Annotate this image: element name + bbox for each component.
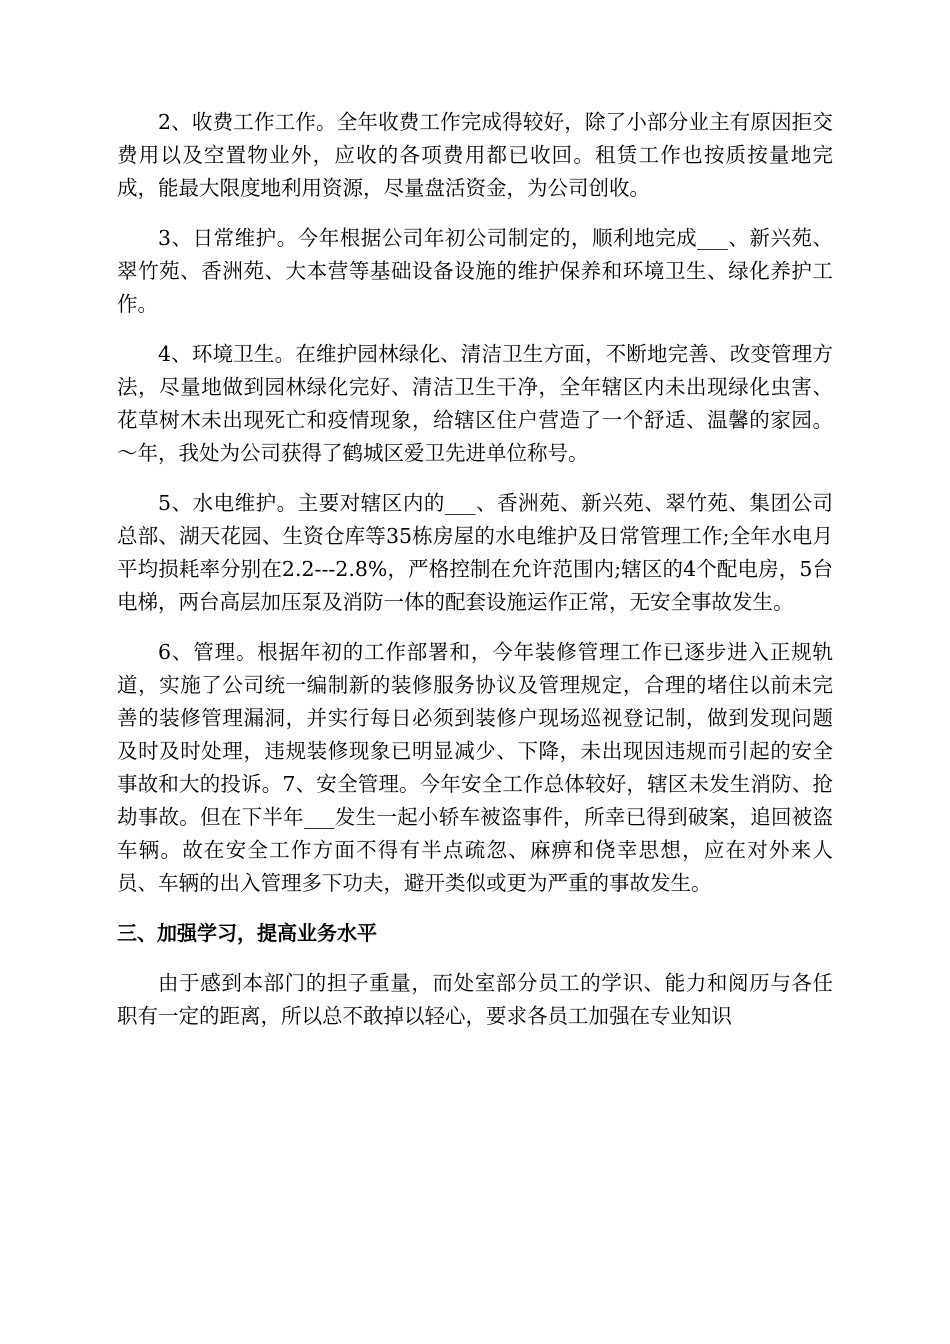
- paragraph-utility-maintenance: 5、水电维护。主要对辖区内的___、香洲苑、新兴苑、翠竹苑、集团公司总部、湖天花园、生资仓库等35栋房屋的水电维护及日常管理工作;全年水电月平均损耗率分别在2.2---2.8%，严格控制在允许范围内;辖区的4个配电房，5台电梯，两台高层加压泵及消防一体的配套设施运作正常，无安全事故发生。: [117, 491, 833, 614]
- paragraph-learning: 由于感到本部门的担子重量，而处室部分员工的学识、能力和阅历与各任职有一定的距离，所以总不敢掉以轻心，要求各员工加强在专业知识: [117, 971, 833, 1028]
- document-body: [117, 106, 833, 1050]
- paragraph-fee-collection: 2、收费工作工作。全年收费工作完成得较好，除了小部分业主有原因拒交费用以及空置物业外，应收的各项费用都已收回。租赁工作也按质按量地完成，能最大限度地利用资源，尽量盘活资金，为公司创收。: [117, 110, 833, 200]
- paragraph-renovation-and-safety: 6、管理。根据年初的工作部署和，今年装修管理工作已逐步进入正规轨道，实施了公司统一编制新的装修服务协议及管理规定，合理的堵住以前未完善的装修管理漏洞，并实行每日必须到装修户现场巡视登记制，做到发现问题及时及时处理，违规装修现象已明显减少、下降，未出现因违规而引起的安全事故和大的投诉。7、安全管理。今年安全工作总体较好，辖区未发生消防、抢劫事故。但在下半年___发生一起小轿车被盗事件，所幸已得到破案，追回被盗车辆。故在安全工作方面不得有半点疏忽、麻痹和侥幸思想，应在对外来人员、车辆的出入管理多下功夫，避开类似或更为严重的事故发生。: [117, 640, 833, 895]
- section-heading: 三、加强学习，提高业务水平: [117, 921, 377, 945]
- paragraph-daily-maintenance: 3、日常维护。今年根据公司年初公司制定的，顺利地完成___、新兴苑、翠竹苑、香洲苑、大本营等基础设备设施的维护保养和环境卫生、绿化养护工作。: [117, 226, 833, 316]
- paragraph-environmental-sanitation: 4、环境卫生。在维护园林绿化、清洁卫生方面，不断地完善、改变管理方法，尽量地做到园林绿化完好、清洁卫生干净，全年辖区内未出现绿化虫害、花草树木未出现死亡和疫情现象，给辖区住户营造了一个舒适、温馨的家园。～年，我处为公司获得了鹤城区爱卫先进单位称号。: [117, 342, 833, 465]
